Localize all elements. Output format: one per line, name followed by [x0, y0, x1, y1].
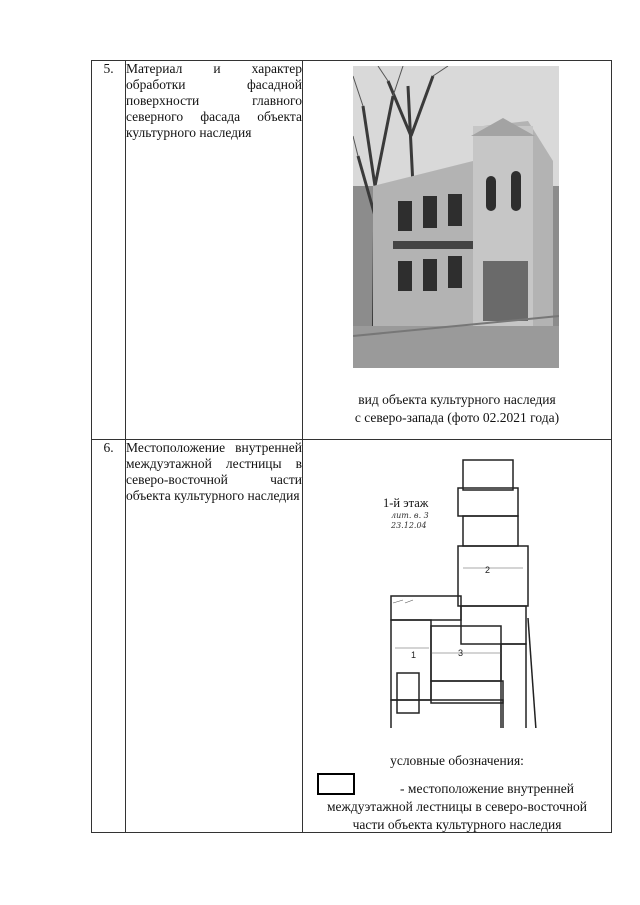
svg-text:лит. в. 3: лит. в. 3	[391, 511, 429, 520]
legend-line: междуэтажной лестницы в северо-восточной	[327, 799, 587, 814]
photo-caption	[303, 391, 611, 427]
legend-title: условные обозначения:	[390, 753, 524, 768]
row-content	[303, 61, 612, 440]
row-number: 5.	[92, 61, 126, 440]
caption-line: вид объекта культурного наследия	[358, 392, 556, 407]
row-label: Местоположение внутренней междуэтажной лестницы в северо-восточной части объекта культурного наследия	[126, 440, 303, 833]
floor-label: 1-й этаж	[383, 496, 429, 510]
svg-text:1: 1	[411, 650, 417, 660]
svg-text:2: 2	[485, 565, 491, 575]
table-row	[92, 440, 612, 833]
svg-text:23.12.04: 23.12.04	[391, 521, 427, 530]
legend-line: части объекта культурного наследия	[352, 817, 562, 832]
table-row	[92, 61, 612, 440]
legend-line: - местоположение внутренней	[400, 781, 574, 796]
row-content	[303, 440, 612, 833]
document-table	[91, 60, 612, 833]
row-number: 6.	[92, 440, 126, 833]
caption-line: с северо-запада (фото 02.2021 года)	[354, 410, 560, 425]
row-label: Материал и характер обработки фасадной поверхности главного северного фасада объекта культурного наследия	[126, 61, 303, 440]
svg-text:3: 3	[458, 648, 464, 658]
floor-plan	[333, 458, 583, 728]
legend-text	[303, 780, 611, 834]
building-photo	[353, 66, 559, 368]
